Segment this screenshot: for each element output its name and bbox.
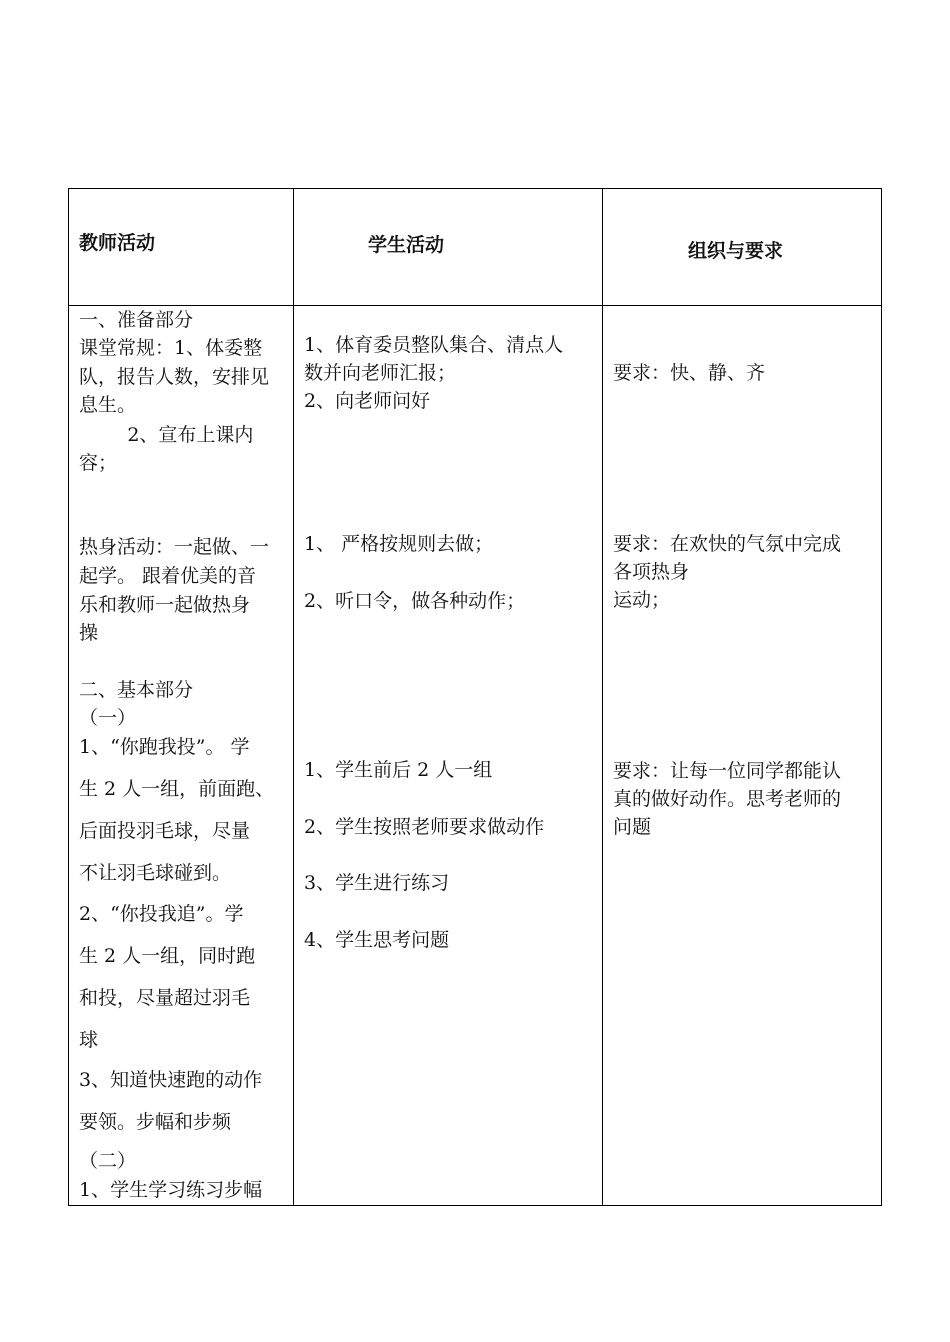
student-activity-line: 数并向老师汇报； xyxy=(304,362,457,384)
student-activity-line: 4、学生思考问题 xyxy=(304,929,450,951)
header-student-activity: 学生活动 xyxy=(368,234,445,256)
requirement-line: 问题 xyxy=(613,816,652,838)
student-activity-line: 1、体育委员整队集合、清点人 xyxy=(304,334,564,356)
teacher-basic-line: 3、知道快速跑的动作 xyxy=(79,1069,263,1091)
requirement-line: 要求：让每一位同学都能认 xyxy=(613,760,842,782)
teacher-basic-line: 2、“你投我追”。学 xyxy=(79,903,244,925)
requirement-line: 各项热身 xyxy=(613,561,690,583)
column-divider xyxy=(602,189,603,1205)
header-teacher-activity: 教师活动 xyxy=(79,232,156,254)
teacher-basic-title: 二、基本部分 xyxy=(79,679,194,701)
teacher-prep-line: 容； xyxy=(79,452,118,474)
teacher-warmup-line: 起学。 跟着优美的音 xyxy=(79,565,257,587)
requirement-line: 运动； xyxy=(613,589,671,611)
teacher-warmup-line: 操 xyxy=(79,622,99,644)
teacher-prep-title: 一、准备部分 xyxy=(79,309,194,331)
teacher-warmup-line: 热身活动：一起做、一 xyxy=(79,536,270,558)
teacher-warmup-line: 乐和教师一起做热身 xyxy=(79,594,251,616)
header-organization-requirements: 组织与要求 xyxy=(688,240,784,262)
teacher-basic-line: 生 2 人一组，前面跑、 xyxy=(79,778,275,800)
teacher-basic-line: 1、“你跑我投”。 学 xyxy=(79,736,250,758)
column-divider xyxy=(293,189,294,1205)
student-activity-line: 2、向老师问好 xyxy=(304,390,431,412)
teacher-prep-line: 2、宣布上课内 xyxy=(79,424,254,446)
student-activity-line: 2、听口令，做各种动作； xyxy=(304,590,526,612)
teacher-basic-line: 后面投羽毛球，尽量 xyxy=(79,820,251,842)
requirement-line: 真的做好动作。思考老师的 xyxy=(613,788,842,810)
teacher-prep-line: 息生。 xyxy=(79,394,137,416)
teacher-basic-line: 和投，尽量超过羽毛 xyxy=(79,987,251,1009)
student-activity-line: 1、学生前后 2 人一组 xyxy=(304,759,493,781)
teacher-basic-line: 要领。步幅和步频 xyxy=(79,1111,232,1133)
requirement-line: 要求：在欢快的气氛中完成 xyxy=(613,533,842,555)
student-activity-line: 3、学生进行练习 xyxy=(304,872,450,894)
teacher-basic-line: 球 xyxy=(79,1029,99,1051)
teacher-prep-line: 队，报告人数，安排见 xyxy=(79,366,270,388)
requirement-line: 要求：快、静、齐 xyxy=(613,362,766,384)
teacher-basic-line: 不让羽毛球碰到。 xyxy=(79,862,232,884)
student-activity-line: 1、 严格按规则去做； xyxy=(304,533,494,555)
teacher-basic-line: 1、学生学习练习步幅 xyxy=(79,1179,263,1201)
teacher-basic-subheading: （一） xyxy=(79,707,137,729)
teacher-prep-line: 课堂常规：1、体委整 xyxy=(79,337,263,359)
student-activity-line: 2、学生按照老师要求做动作 xyxy=(304,816,545,838)
teacher-basic-line: 生 2 人一组，同时跑 xyxy=(79,945,256,967)
teacher-basic-subheading: （二） xyxy=(79,1150,137,1172)
